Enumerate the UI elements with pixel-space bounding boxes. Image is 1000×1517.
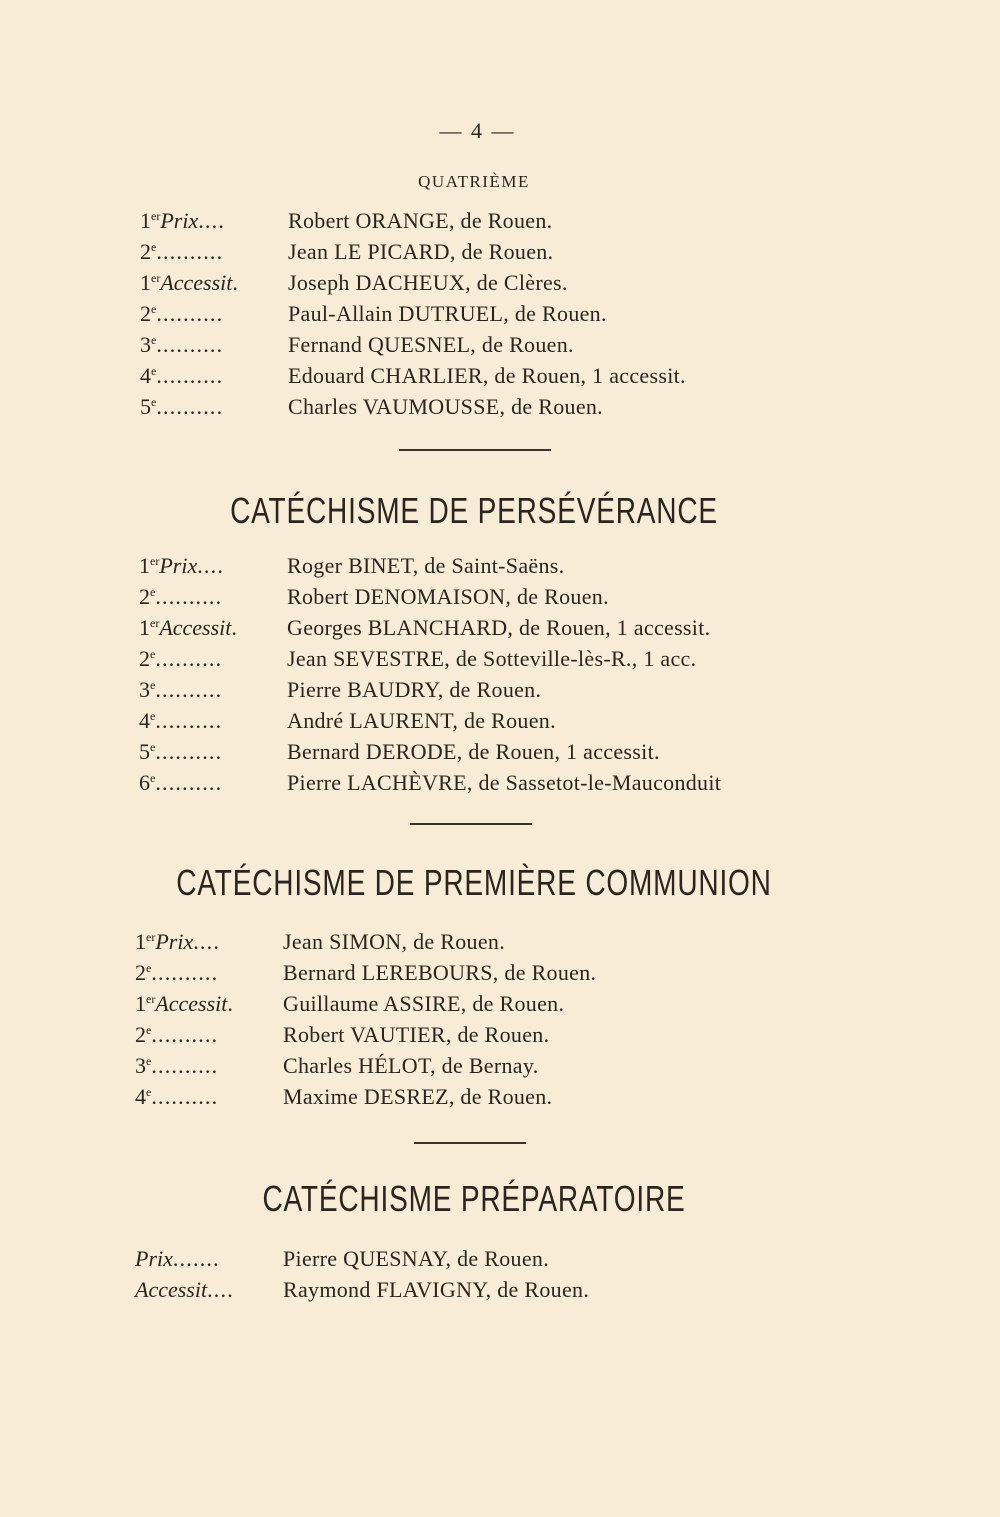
leader-dots: .......... <box>156 363 224 388</box>
rank-label: Accessit <box>155 991 228 1016</box>
prize-rank <box>140 298 223 329</box>
laureate-name: Bernard LEREBOURS, de Rouen. <box>283 960 597 985</box>
laureate-name: Paul-Allain DUTRUEL, de Rouen. <box>288 301 607 326</box>
rank-suffix: er <box>146 930 156 944</box>
rank-suffix: e <box>151 240 157 254</box>
divider-rule <box>410 823 532 825</box>
leader-dots: .......... <box>156 332 224 357</box>
leader-dots: .... <box>197 553 225 578</box>
prize-rank <box>135 926 220 957</box>
section-title: CATÉCHISME DE PREMIÈRE COMMUNION <box>176 862 772 903</box>
leader-dots: .... <box>198 208 226 233</box>
laureate-name: Roger BINET, de Saint-Saëns. <box>287 553 565 578</box>
leader-dots: .......... <box>156 239 224 264</box>
rank-label: Accessit <box>159 615 232 640</box>
rank-number: 1 <box>139 553 150 578</box>
rank-suffix: e <box>146 1023 152 1037</box>
rank-suffix: er <box>150 616 160 630</box>
leader-dots: .... <box>193 929 221 954</box>
prize-rank <box>140 391 223 422</box>
prize-rank <box>135 957 218 988</box>
laureate-name: Georges BLANCHARD, de Rouen, 1 accessit. <box>287 615 711 640</box>
prize-rank <box>135 988 234 1019</box>
rank-suffix: e <box>150 647 156 661</box>
prize-rank <box>139 674 222 705</box>
page-number: — 4 — <box>439 118 516 143</box>
leader-dots: .......... <box>151 960 219 985</box>
laureate-name: Jean LE PICARD, de Rouen. <box>288 239 554 264</box>
rank-suffix: e <box>146 1054 152 1068</box>
laureate-name: Edouard CHARLIER, de Rouen, 1 accessit. <box>288 363 686 388</box>
rank-number: 1 <box>135 991 146 1016</box>
divider-rule <box>414 1142 526 1144</box>
section-premiere-communion <box>0 862 1000 904</box>
rank-number: 2 <box>139 646 150 671</box>
leader-dots: .......... <box>151 1022 219 1047</box>
prize-rank <box>139 612 238 643</box>
rank-label: Accessit <box>160 270 233 295</box>
laureate-name: Maxime DESREZ, de Rouen. <box>283 1084 553 1109</box>
rank-suffix: e <box>150 740 156 754</box>
leader-dots: .......... <box>155 708 223 733</box>
rank-suffix: er <box>151 271 161 285</box>
laureate-name: Pierre QUESNAY, de Rouen. <box>283 1246 549 1271</box>
rank-label: Prix <box>135 1246 173 1271</box>
leader-dots: .......... <box>151 1084 219 1109</box>
prize-rank <box>140 205 225 236</box>
rank-suffix: e <box>146 1085 152 1099</box>
laureate-name: Charles HÉLOT, de Bernay. <box>283 1053 539 1078</box>
laureate-name: Charles VAUMOUSSE, de Rouen. <box>288 394 603 419</box>
rank-suffix: er <box>150 554 160 568</box>
leader-dots: .......... <box>155 584 223 609</box>
leader-dots: .......... <box>156 301 224 326</box>
rank-label: Prix <box>155 929 194 954</box>
rank-suffix: er <box>151 209 161 223</box>
leader-dots: .......... <box>155 646 223 671</box>
rank-suffix: e <box>150 771 156 785</box>
rank-number: 2 <box>140 301 151 326</box>
rank-number: 2 <box>135 960 146 985</box>
laureate-name: Robert ORANGE, de Rouen. <box>288 208 553 233</box>
laureate-name: Fernand QUESNEL, de Rouen. <box>288 332 574 357</box>
laureate-name: André LAURENT, de Rouen. <box>287 708 556 733</box>
laureate-name: Jean SEVESTRE, de Sotteville-lès-R., 1 acc. <box>287 646 697 671</box>
section-title: CATÉCHISME DE PERSÉVÉRANCE <box>230 490 718 531</box>
rank-number: 6 <box>139 770 150 795</box>
leader-dots: . <box>231 615 239 640</box>
leader-dots: .......... <box>155 677 223 702</box>
rank-suffix: e <box>150 585 156 599</box>
rank-number: 3 <box>139 677 150 702</box>
rank-label: Prix <box>160 208 199 233</box>
rank-number: 5 <box>140 394 151 419</box>
laureate-name: Joseph DACHEUX, de Clères. <box>288 270 568 295</box>
prize-rank <box>135 1050 218 1081</box>
laureate-name: Robert DENOMAISON, de Rouen. <box>287 584 609 609</box>
prize-rank <box>139 767 222 798</box>
prize-rank <box>139 643 222 674</box>
rank-suffix: e <box>150 678 156 692</box>
rank-number: 2 <box>135 1022 146 1047</box>
divider-rule <box>399 449 551 451</box>
rank-suffix: e <box>151 333 157 347</box>
prize-rank <box>140 236 223 267</box>
laureate-name: Pierre LACHÈVRE, de Sassetot-le-Mauconduit <box>287 770 722 795</box>
section-title: CATÉCHISME PRÉPARATOIRE <box>262 1178 686 1219</box>
section-perseverance <box>0 490 1000 532</box>
rank-suffix: e <box>151 395 157 409</box>
rank-number: 1 <box>139 615 150 640</box>
rank-number: 3 <box>140 332 151 357</box>
prize-rank <box>140 329 223 360</box>
prize-rank <box>139 736 222 767</box>
rank-label: Prix <box>159 553 198 578</box>
leader-dots: .......... <box>155 739 223 764</box>
prize-rank <box>135 1081 218 1112</box>
leader-dots: .......... <box>156 394 224 419</box>
leader-dots: .......... <box>151 1053 219 1078</box>
prize-rank <box>135 1274 234 1305</box>
prize-rank <box>135 1243 220 1274</box>
laureate-name: Guillaume ASSIRE, de Rouen. <box>283 991 565 1016</box>
prize-rank <box>139 550 224 581</box>
rank-label: Accessit <box>135 1277 208 1302</box>
leader-dots: ....... <box>172 1246 220 1271</box>
prize-rank <box>140 360 223 391</box>
section-quatrieme <box>0 172 1000 192</box>
rank-suffix: e <box>146 961 152 975</box>
rank-number: 1 <box>140 270 151 295</box>
rank-number: 4 <box>139 708 150 733</box>
laureate-name: Robert VAUTIER, de Rouen. <box>283 1022 550 1047</box>
section-preparatoire <box>0 1178 1000 1220</box>
rank-number: 1 <box>140 208 151 233</box>
leader-dots: . <box>227 991 235 1016</box>
laureate-name: Bernard DERODE, de Rouen, 1 accessit. <box>287 739 660 764</box>
section-title: QUATRIÈME <box>418 172 530 191</box>
rank-number: 4 <box>140 363 151 388</box>
prize-rank <box>140 267 239 298</box>
leader-dots: .... <box>207 1277 234 1302</box>
prize-rank <box>139 581 222 612</box>
prize-rank <box>139 705 222 736</box>
rank-suffix: e <box>151 364 157 378</box>
rank-number: 3 <box>135 1053 146 1078</box>
laureate-name: Raymond FLAVIGNY, de Rouen. <box>283 1277 590 1302</box>
rank-number: 1 <box>135 929 146 954</box>
laureate-name: Pierre BAUDRY, de Rouen. <box>287 677 542 702</box>
laureate-name: Jean SIMON, de Rouen. <box>283 929 505 954</box>
rank-suffix: e <box>151 302 157 316</box>
rank-number: 2 <box>139 584 150 609</box>
prize-rank <box>135 1019 218 1050</box>
leader-dots: .......... <box>155 770 223 795</box>
rank-suffix: er <box>146 992 156 1006</box>
rank-suffix: e <box>150 709 156 723</box>
leader-dots: . <box>232 270 240 295</box>
rank-number: 4 <box>135 1084 146 1109</box>
rank-number: 2 <box>140 239 151 264</box>
rank-number: 5 <box>139 739 150 764</box>
